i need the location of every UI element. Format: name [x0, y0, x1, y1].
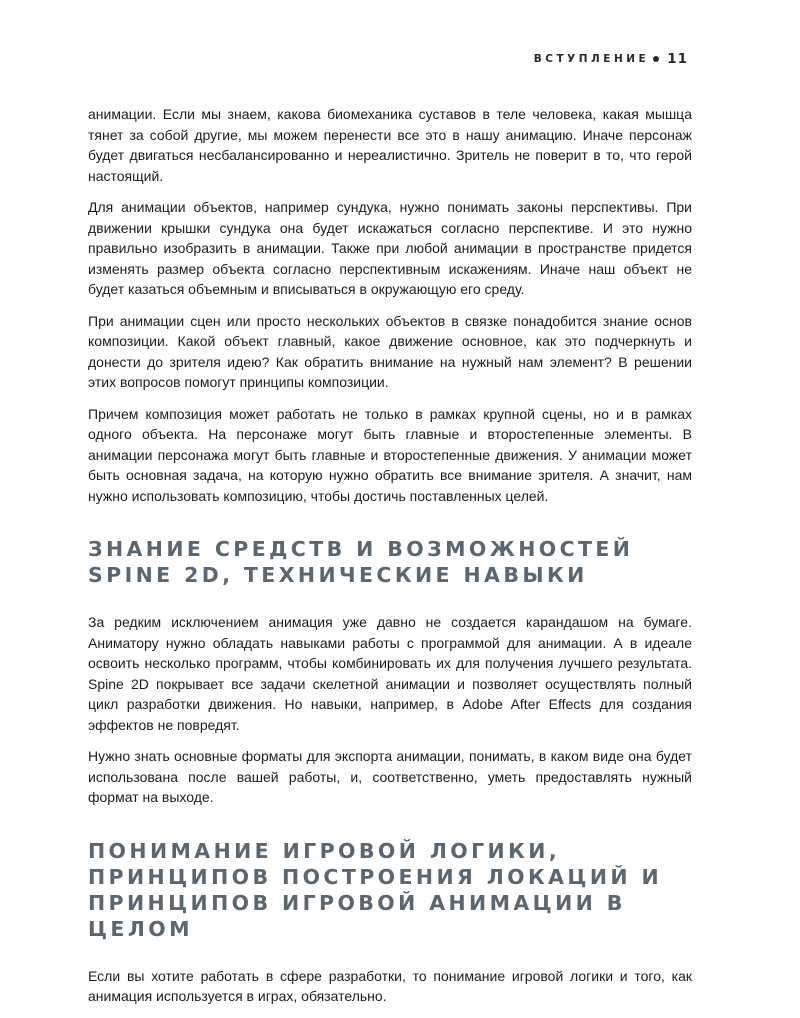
- paragraph-5: За редким исключением анимация уже давно не создается карандашом на бумаге. Аниматору нужно обладать навыками работы с программой для анимации. А в идеале освоить несколько программ, чтобы комбинировать их для получения лучшего результата. Spine 2D покрывает все задачи скелетной анимации и позволяет осуществлять полный цикл разработки движения. Но навыки, например, в Adobe After Effects для создания эффектов не повредят.: [88, 614, 692, 733]
- running-head: [534, 51, 688, 67]
- bullet-icon: [653, 56, 659, 62]
- page-number: 11: [667, 51, 688, 67]
- section-heading-game-logic: ПОНИМАНИЕ ИГРОВОЙ ЛОГИКИ, ПРИНЦИПОВ ПОСТРОЕНИЯ ЛОКАЦИЙ И ПРИНЦИПОВ ИГРОВОЙ АНИМАЦИИ В ЦЕЛОМ: [88, 838, 663, 941]
- page-body: [88, 104, 692, 1018]
- section-heading-spine: ЗНАНИЕ СРЕДСТВ И ВОЗМОЖНОСТЕЙ SPINE 2D, ТЕХНИЧЕСКИЕ НАВЫКИ: [88, 537, 634, 587]
- paragraph-7: Если вы хотите работать в сфере разработки, то понимание игровой логики и того, как анимация используется в играх, обязательно.: [88, 967, 692, 1004]
- paragraph-1: анимации. Если мы знаем, какова биомеханика суставов в теле человека, какая мышца тянет за собой другие, мы можем перенести все это в нашу анимацию. Иначе персонаж будет двигаться несбалансированно и нереалистично. Зритель не поверит в то, что герой настоящий.: [88, 106, 692, 184]
- paragraph-2: Для анимации объектов, например сундука, нужно понимать законы перспективы. При движении крышки сундука она будет искажаться согласно перспективе. И это нужно правильно изобразить в анимации. Также при любой анимации в пространстве придется изменять размер объекта согласно перспективным искажениям. Иначе наш объект не будет казаться объемным и вписываться в окружающую его среду.: [88, 199, 692, 297]
- paragraph-6: Нужно знать основные форматы для экспорта анимации, понимать, в каком виде она будет использована после вашей работы, и, соответственно, уметь предоставлять нужный формат на выходе.: [88, 748, 692, 805]
- section-title: ВСТУПЛЕНИЕ: [533, 53, 650, 65]
- paragraph-4: Причем композиция может работать не только в рамках крупной сцены, но и в рамках одного объекта. На персонаже могут быть главные и второстепенные элементы. В анимации персонажа могут быть главные и второстепенные движения. У анимации может быть основная задача, на которую нужно обратить все внимание зрителя. А значит, нам нужно использовать композицию, чтобы достичь поставленных целей.: [88, 405, 692, 504]
- paragraph-3: При анимации сцен или просто нескольких объектов в связке понадобится знание основ композиции. Какой объект главный, какое движение основное, как это подчеркнуть и донести до зрителя идею? Как обратить внимание на нужный нам элемент? В решении этих вопросов помогут принципы композиции.: [88, 312, 692, 390]
